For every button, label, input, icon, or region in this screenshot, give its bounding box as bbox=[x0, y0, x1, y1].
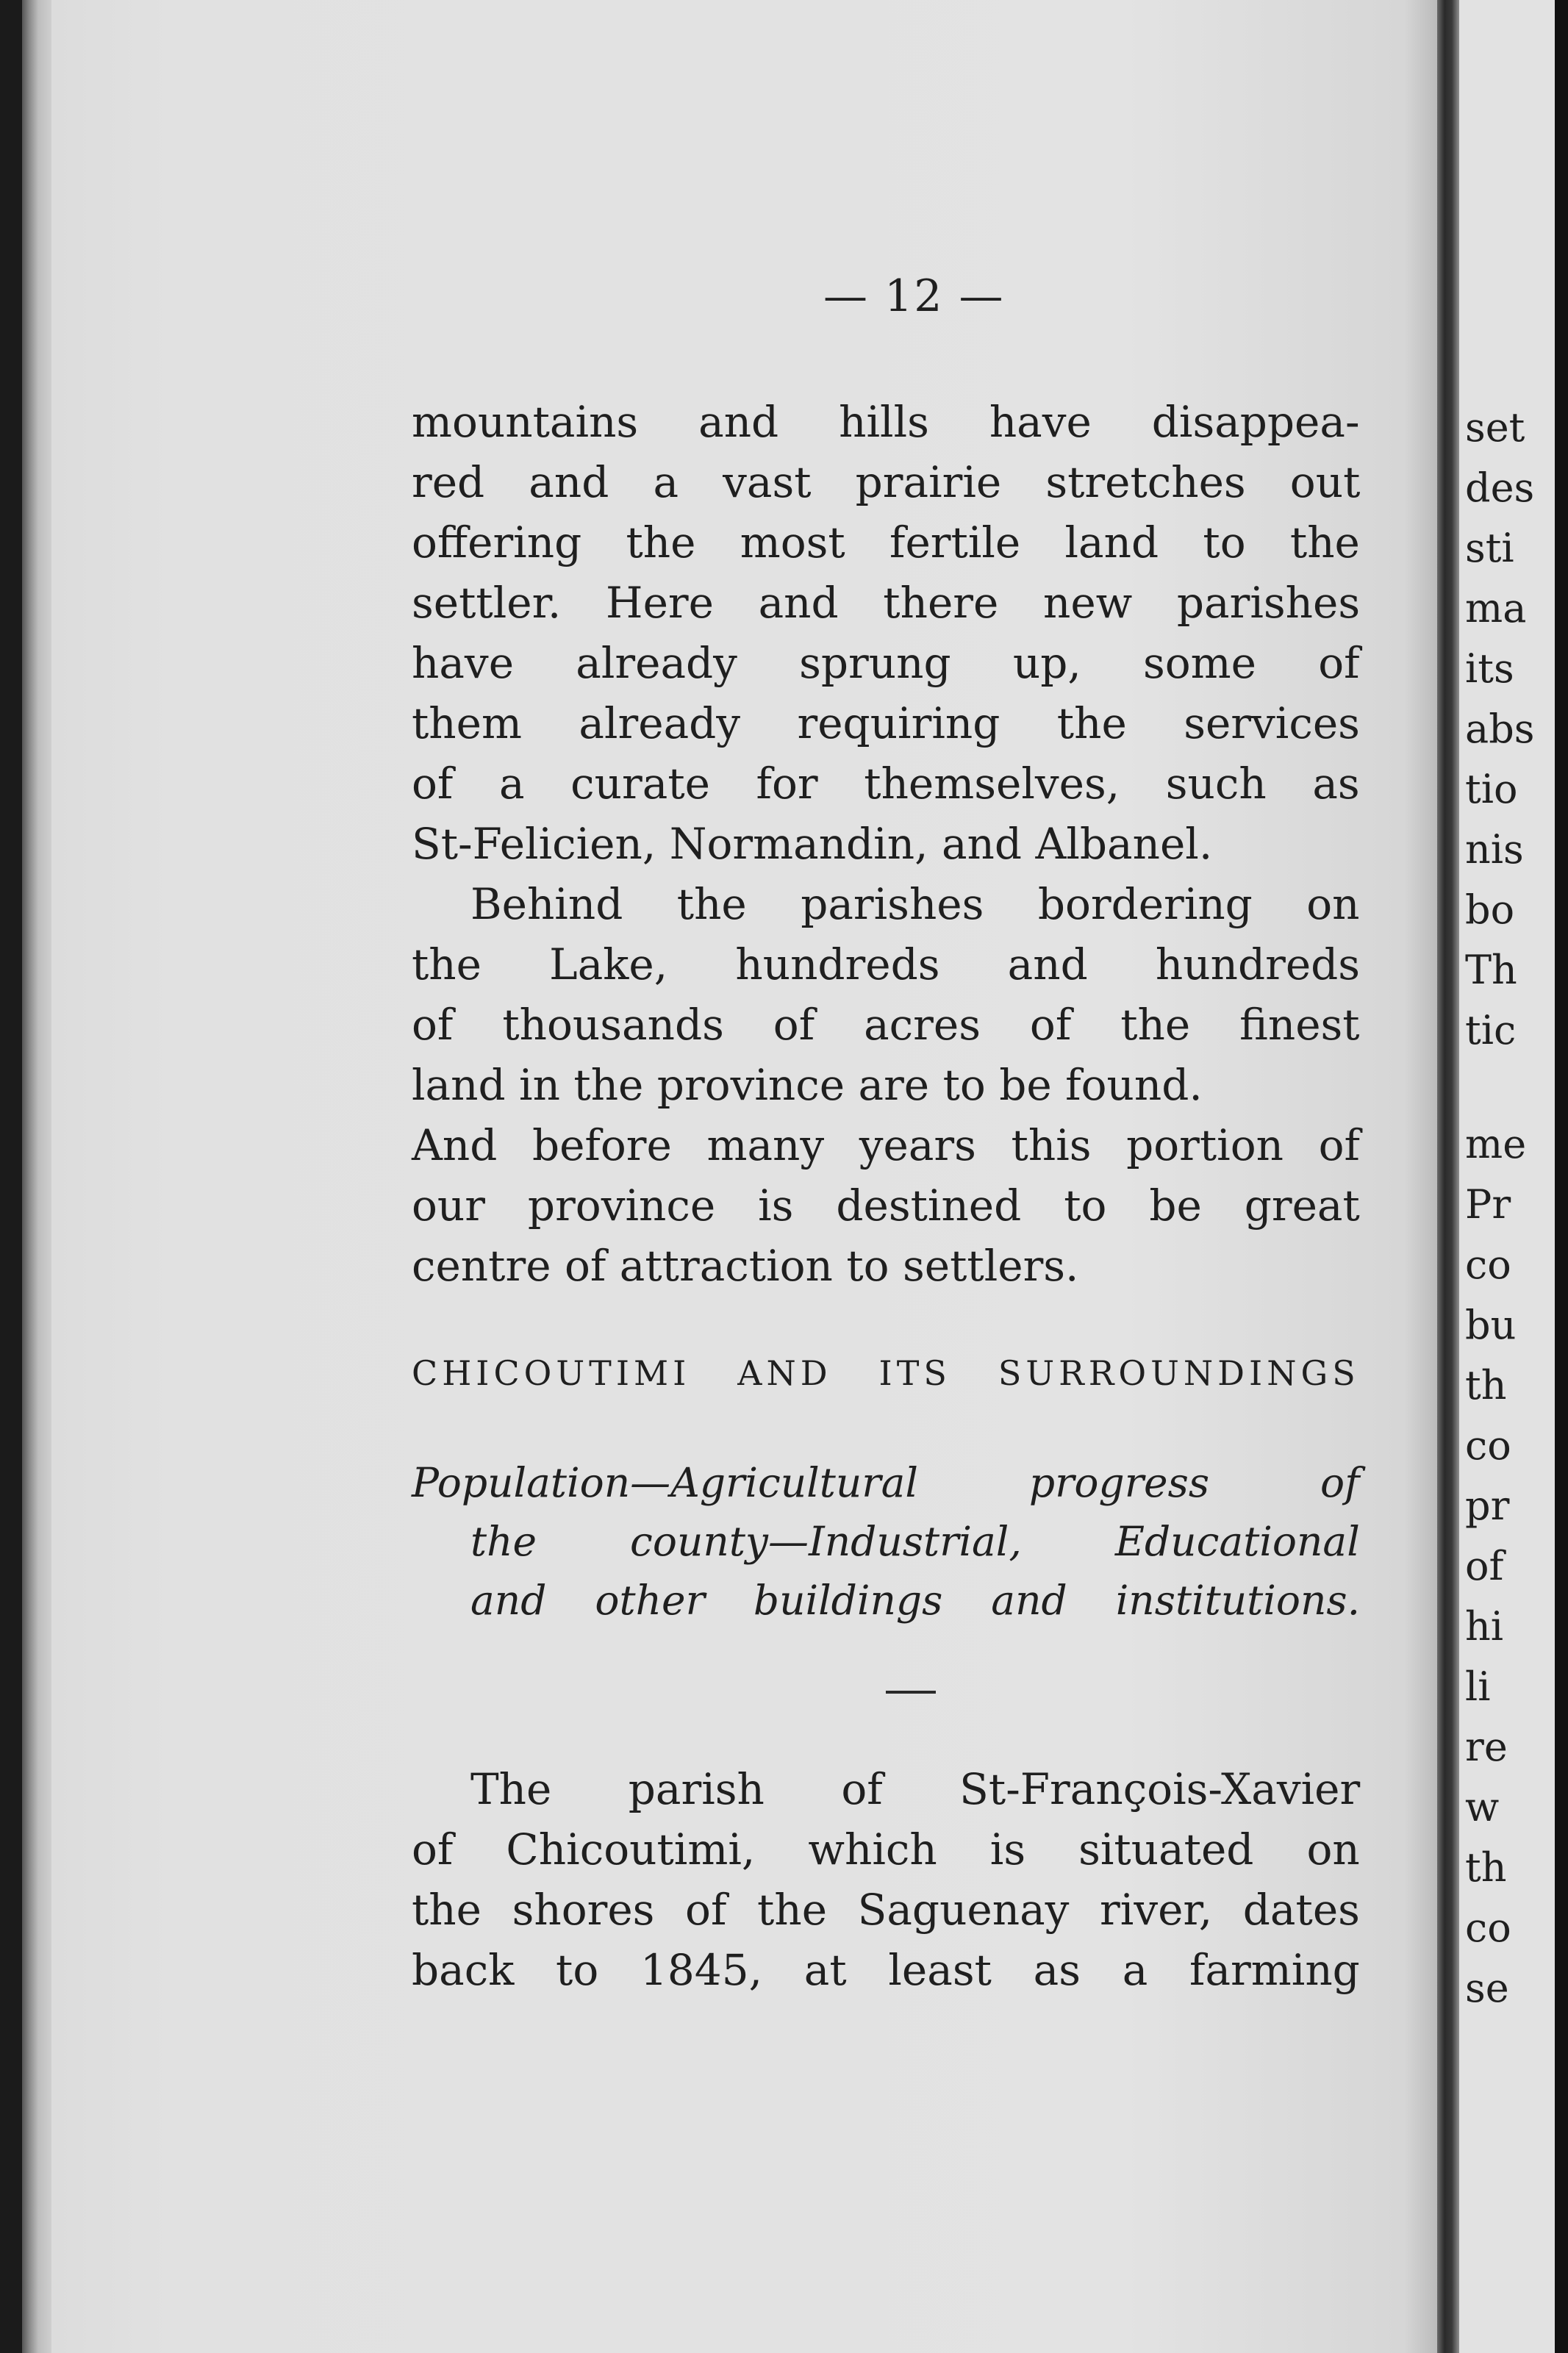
text-line: mountains and hills have disappea- bbox=[412, 397, 1360, 447]
facing-page-fragment: Pr bbox=[1465, 1181, 1511, 1228]
facing-page-fragment: th bbox=[1465, 1362, 1507, 1408]
facing-page-fragment: of bbox=[1465, 1543, 1504, 1589]
text-line: back to 1845, at least as a farming bbox=[412, 1945, 1360, 1995]
facing-page-fragment: pr bbox=[1465, 1483, 1510, 1529]
facing-page-fragment: th bbox=[1465, 1844, 1507, 1891]
facing-page-fragment: co bbox=[1465, 1242, 1511, 1288]
facing-page bbox=[1459, 0, 1555, 2353]
facing-page-fragment: li bbox=[1465, 1663, 1491, 1710]
text-line: The parish of St-François-Xavier bbox=[470, 1764, 1361, 1814]
facing-page-fragment: nis bbox=[1465, 826, 1524, 873]
text-line: And before many years this portion of bbox=[412, 1120, 1360, 1170]
text-line: the Lake, hundreds and hundreds bbox=[412, 939, 1361, 989]
text-line: settler. Here and there new parishes bbox=[412, 578, 1361, 628]
facing-page-fragment: sti bbox=[1465, 525, 1514, 571]
text-line: have already sprung up, some of bbox=[412, 638, 1360, 688]
text-line: offering the most fertile land to the bbox=[412, 517, 1360, 567]
text-line: St-Felicien, Normandin, and Albanel. bbox=[412, 819, 1213, 869]
section-subheading-line: the county—Industrial, Educational bbox=[470, 1518, 1360, 1565]
page-edge bbox=[22, 0, 51, 2353]
facing-page-fragment: tic bbox=[1465, 1007, 1517, 1053]
section-subheading-line: Population—Agricultural progress of bbox=[412, 1459, 1360, 1506]
section-heading: CHICOUTIMI AND ITS SURROUNDINGS bbox=[412, 1353, 1360, 1393]
scan-edge bbox=[1555, 0, 1568, 2353]
left-page bbox=[22, 0, 1441, 2353]
facing-page-fragment: tio bbox=[1465, 766, 1518, 812]
facing-page-fragment: re bbox=[1465, 1724, 1508, 1770]
text-line: Behind the parishes bordering on bbox=[470, 879, 1360, 929]
facing-page-fragment: des bbox=[1465, 465, 1535, 511]
text-line: land in the province are to be found. bbox=[412, 1060, 1203, 1110]
text-line: of a curate for themselves, such as bbox=[412, 759, 1360, 809]
facing-page-fragment: me bbox=[1465, 1121, 1527, 1167]
text-line: centre of attraction to settlers. bbox=[412, 1241, 1079, 1291]
facing-page-fragment: hi bbox=[1465, 1603, 1504, 1650]
text-line: red and a vast prairie stretches out bbox=[412, 457, 1361, 507]
facing-page-fragment: ma bbox=[1465, 585, 1527, 631]
text-line: our province is destined to be great bbox=[412, 1181, 1360, 1231]
section-divider bbox=[886, 1691, 936, 1694]
book-gutter bbox=[1437, 0, 1459, 2353]
page-number: — 12 — bbox=[823, 271, 1005, 322]
facing-page-fragment: se bbox=[1465, 1965, 1509, 2011]
facing-page-fragment: its bbox=[1465, 645, 1514, 692]
facing-page-fragment: set bbox=[1465, 404, 1525, 451]
facing-page-fragment: co bbox=[1465, 1905, 1511, 1951]
text-line: of thousands of acres of the finest bbox=[412, 1000, 1360, 1050]
facing-page-fragment: Th bbox=[1465, 947, 1517, 993]
facing-page-fragment: bo bbox=[1465, 887, 1515, 933]
text-line: them already requiring the services bbox=[412, 698, 1360, 748]
text-line: the shores of the Saguenay river, dates bbox=[412, 1885, 1360, 1935]
section-subheading-line: and other buildings and institutions. bbox=[470, 1577, 1361, 1624]
facing-page-fragment: co bbox=[1465, 1422, 1511, 1469]
facing-page-fragment: abs bbox=[1465, 706, 1535, 752]
facing-page-fragment: bu bbox=[1465, 1302, 1517, 1348]
facing-page-fragment: w bbox=[1465, 1784, 1500, 1830]
text-line: of Chicoutimi, which is situated on bbox=[412, 1824, 1360, 1874]
